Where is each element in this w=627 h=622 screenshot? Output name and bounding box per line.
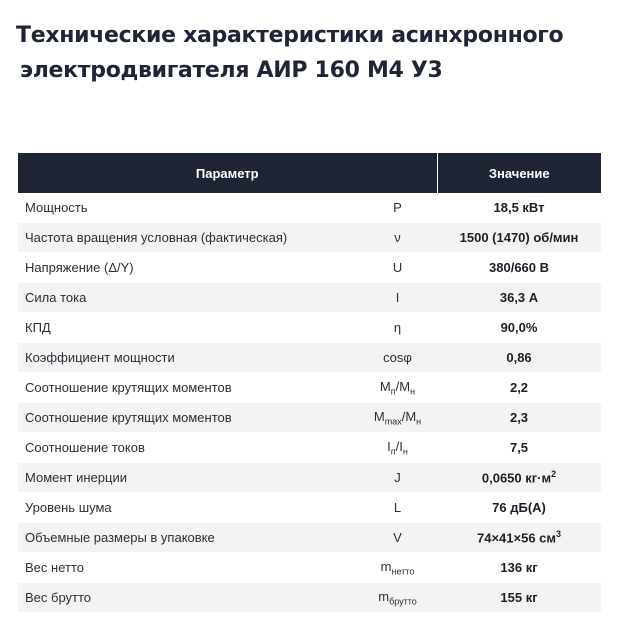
value-text: 380/660 В <box>489 260 550 275</box>
value-text: 155 кг <box>500 590 538 605</box>
parameter-value <box>437 403 601 433</box>
title-line-2: электродвигателя АИР 160 М4 У3 <box>20 58 443 83</box>
table-row <box>18 253 601 283</box>
parameter-value <box>437 523 601 553</box>
parameter-symbol <box>358 553 437 583</box>
parameter-name: Частота вращения условная (фактическая) <box>18 223 358 253</box>
value-text: 90,0% <box>500 320 538 335</box>
value-superscript: 3 <box>556 529 562 540</box>
parameter-symbol <box>358 373 437 403</box>
value-text: 0,86 <box>506 350 532 365</box>
value-text: 7,5 <box>509 440 529 455</box>
parameter-name: Мощность <box>18 193 358 223</box>
table-row <box>18 493 601 523</box>
parameter-symbol <box>358 313 437 343</box>
parameter-name: Соотношение крутящих моментов <box>18 373 358 403</box>
parameter-value <box>437 583 601 613</box>
parameter-symbol <box>358 403 437 433</box>
parameter-symbol <box>358 493 437 523</box>
symbol-main: ν <box>394 230 401 245</box>
table-row <box>18 343 601 373</box>
parameter-value <box>437 223 601 253</box>
value-text: 1500 (1470) об/мин <box>459 230 579 245</box>
header-parameter: Параметр <box>18 153 437 193</box>
parameter-name: Напряжение (Δ/Y) <box>18 253 358 283</box>
parameter-symbol <box>358 343 437 373</box>
parameter-name: Сила тока <box>18 283 358 313</box>
symbol-main: cosφ <box>383 350 412 365</box>
specs-table <box>18 153 601 613</box>
page-title <box>16 18 616 88</box>
table-row <box>18 373 601 403</box>
symbol-main: V <box>393 530 402 545</box>
parameter-symbol <box>358 283 437 313</box>
symbol-main: m <box>378 588 390 604</box>
parameter-symbol <box>358 433 437 463</box>
parameter-symbol <box>358 463 437 493</box>
parameter-value <box>437 433 601 463</box>
table-row <box>18 223 601 253</box>
parameter-name: Уровень шума <box>18 493 358 523</box>
symbol-main: η <box>393 320 402 335</box>
table-row <box>18 283 601 313</box>
table-row <box>18 583 601 613</box>
symbol-subscript: н <box>416 416 422 427</box>
parameter-name: Вес нетто <box>18 553 358 583</box>
parameter-value <box>437 343 601 373</box>
symbol-main: P <box>393 200 402 215</box>
value-text: 0,0650 кг·м <box>481 470 552 486</box>
parameter-value <box>437 553 601 583</box>
table-header-row <box>18 153 601 193</box>
parameter-value <box>437 193 601 223</box>
value-text: 74×41×56 см <box>476 530 557 546</box>
table-body <box>18 193 601 613</box>
table-row <box>18 463 601 493</box>
symbol-main: J <box>394 470 401 485</box>
symbol-main: /M <box>401 408 417 424</box>
parameter-value <box>437 463 601 493</box>
symbol-subscript: п <box>390 386 396 397</box>
symbol-main: U <box>392 260 403 275</box>
symbol-main: m <box>380 558 392 574</box>
symbol-subscript: н <box>410 386 416 397</box>
parameter-value <box>437 313 601 343</box>
parameter-value <box>437 253 601 283</box>
symbol-main: L <box>393 500 402 515</box>
parameter-value <box>437 283 601 313</box>
symbol-main: I <box>387 438 391 454</box>
table-row <box>18 523 601 553</box>
value-text: 136 кг <box>500 560 538 575</box>
symbol-subscript: нетто <box>391 566 415 577</box>
table-row <box>18 403 601 433</box>
parameter-name: Вес брутто <box>18 583 358 613</box>
parameter-symbol <box>358 193 437 223</box>
parameter-name: КПД <box>18 313 358 343</box>
parameter-name: Момент инерции <box>18 463 358 493</box>
parameter-value <box>437 373 601 403</box>
symbol-subscript: п <box>390 446 396 457</box>
parameter-symbol <box>358 253 437 283</box>
parameter-symbol <box>358 583 437 613</box>
parameter-name: Коэффициент мощности <box>18 343 358 373</box>
table-row <box>18 193 601 223</box>
symbol-main: /I <box>395 438 403 454</box>
value-text: 2,2 <box>509 380 529 395</box>
value-text: 18,5 кВт <box>493 200 545 215</box>
symbol-main: I <box>395 290 400 305</box>
parameter-name: Соотношение токов <box>18 433 358 463</box>
parameter-value <box>437 493 601 523</box>
symbol-main: M <box>373 408 385 424</box>
value-text: 2,3 <box>509 410 529 425</box>
title-line-1: Технические характеристики асинхронного <box>16 23 564 48</box>
value-text: 76 дБ(А) <box>492 500 546 515</box>
table-row <box>18 433 601 463</box>
symbol-main: /M <box>395 378 411 394</box>
table-row <box>18 553 601 583</box>
value-superscript: 2 <box>551 469 557 480</box>
symbol-subscript: н <box>402 446 408 457</box>
parameter-symbol <box>358 523 437 553</box>
table-row <box>18 313 601 343</box>
header-value: Значение <box>437 153 601 193</box>
parameter-name: Соотношение крутящих моментов <box>18 403 358 433</box>
symbol-subscript: max <box>384 416 402 427</box>
symbol-subscript: брутто <box>389 596 417 607</box>
value-text: 36,3 А <box>499 290 539 305</box>
parameter-symbol <box>358 223 437 253</box>
symbol-main: M <box>379 378 391 394</box>
parameter-name: Объемные размеры в упаковке <box>18 523 358 553</box>
